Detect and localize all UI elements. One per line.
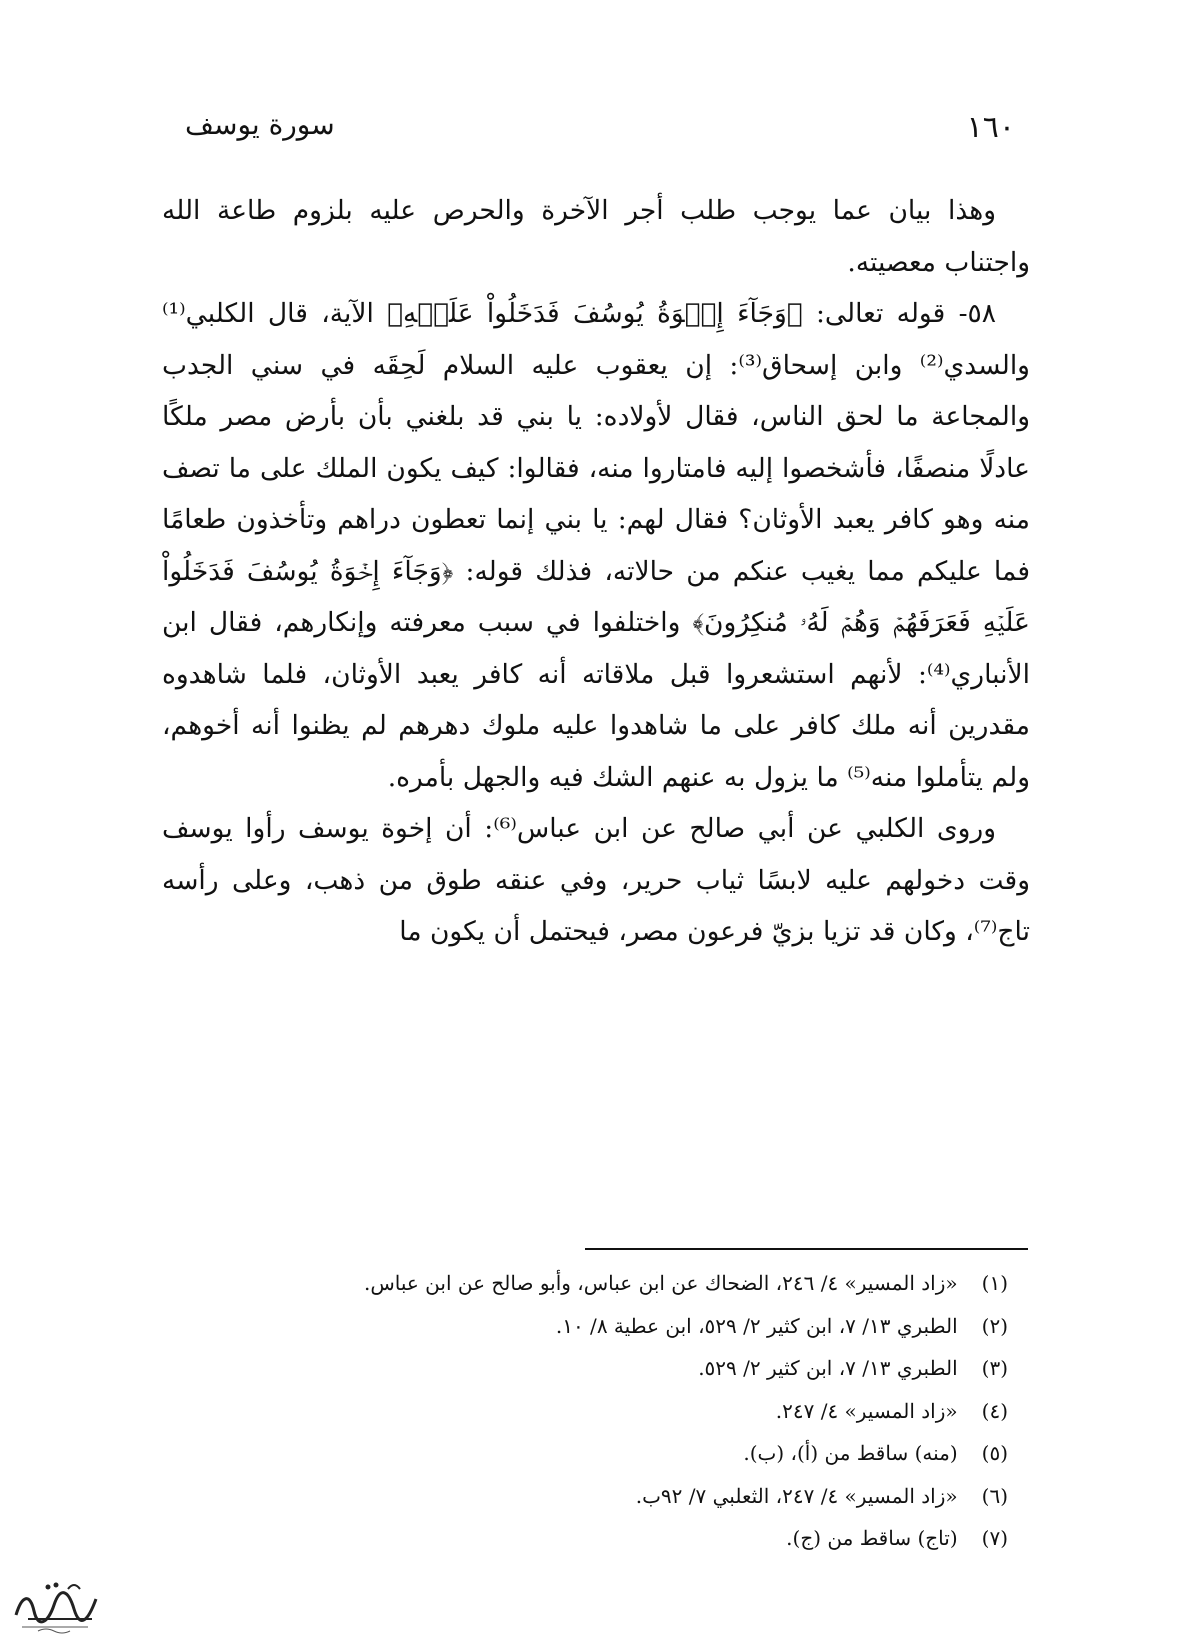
footnote <box>162 1262 1030 1305</box>
publisher-logo-icon <box>8 1575 103 1637</box>
footnote-text: (منه) ساقط من (أ)، (ب). <box>743 1441 958 1465</box>
footnote-number: (١) <box>981 1271 1008 1295</box>
calligraphy-logo-icon <box>8 1575 103 1637</box>
footnote <box>162 1347 1030 1390</box>
footnote-number: (٦) <box>981 1483 1008 1508</box>
page-number: ١٦٠ <box>966 110 1015 145</box>
footnote-text: «زاد المسير» ٤/ ٢٤٧، الثعلبي ٧/ ٩٢ب. <box>635 1483 958 1508</box>
footnote-text: الطبري ١٣/ ٧، ابن كثير ٢/ ٥٢٩. <box>698 1356 958 1380</box>
footnote <box>162 1517 1030 1560</box>
paragraph: وروى الكلبي عن أبي صالح عن ابن عباس⁽⁶⁾: أن إخوة يوسف رأوا يوسف وقت دخولهم عليه لابسًا ثياب حرير، وفي عنقه طوق من ذهب، وعلى رأسه تاج⁽⁷⁾، وكان قد تزيا بزيّ فرعون مصر، فيحتمل أن يكون ما <box>162 813 1030 947</box>
paragraph: وهذا بيان عما يوجب طلب أجر الآخرة والحرص عليه بلزوم طاعة الله واجتناب معصيته. <box>162 195 1030 278</box>
footnote-text: «زاد المسير» ٤/ ٢٤٦، الضحاك عن ابن عباس، وأبو صالح عن ابن عباس. <box>363 1271 958 1295</box>
footnote <box>162 1475 1030 1518</box>
footnote-number: (٢) <box>981 1313 1008 1338</box>
footnote-text: «زاد المسير» ٤/ ٢٤٧. <box>775 1398 958 1423</box>
footnote <box>162 1390 1030 1433</box>
footnote-number: (٥) <box>981 1441 1008 1465</box>
paragraph: ٥٨- قوله تعالى: ﴿وَجَآءَ إِخۡوَةُ يُوسُفَ فَدَخَلُواْ عَلَيۡهِ﴾ الآية، قال الكلبي⁽¹⁾ والسدي⁽²⁾ وابن إسحاق⁽³⁾: إن يعقوب عليه السلام لَحِقَه في سني الجدب والمجاعة ما لحق الناس، فقال لأولاده: يا بني قد بلغني بأن بأرض مصر ملكًا عادلًا منصفًا، فأشخصوا إليه فامتاروا منه، فقالوا: كيف يكون الملك على ما تصف منه وهو كافر يعبد الأوثان؟ فقال لهم: يا بني إنما تعطون دراهم وتأخذون طعامًا فما عليكم مما يغيب عنكم من حالاته، فذلك قوله: ﴿وَجَآءَ إِخۡوَةُ يُوسُفَ فَدَخَلُواْ عَلَيۡهِ فَعَرَفَهُمۡ وَهُمۡ لَهُۥ مُنكِرُونَ﴾ واختلفوا في سبب معرفته وإنكارهم، فقال ابن الأنباري⁽⁴⁾: لأنهم استشعروا قبل ملاقاته أنه كافر يعبد الأوثان، فلما شاهدوه مقدرين أنه ملك كافر على ما شاهدوا عليه ملوك دهرهم لم يظنوا أنه أخوهم، ولم يتأملوا منه⁽⁵⁾ ما يزول به عنهم الشك فيه والجهل بأمره. <box>162 298 1030 793</box>
main-text <box>162 185 1030 958</box>
footnote-text: (تاج) ساقط من (ج). <box>786 1526 958 1550</box>
footnote-number: (٧) <box>981 1526 1008 1550</box>
footnote-divider <box>585 1248 1028 1250</box>
footnote <box>162 1305 1030 1348</box>
footnote-number: (٤) <box>981 1398 1008 1423</box>
footnote <box>162 1432 1030 1475</box>
footnote-text: الطبري ١٣/ ٧، ابن كثير ٢/ ٥٢٩، ابن عطية ٨/ ١٠. <box>555 1313 958 1338</box>
footnotes <box>162 1262 1030 1560</box>
page-header <box>185 108 1015 158</box>
surah-title: سورة يوسف <box>185 108 335 141</box>
footnote-number: (٣) <box>981 1356 1008 1380</box>
